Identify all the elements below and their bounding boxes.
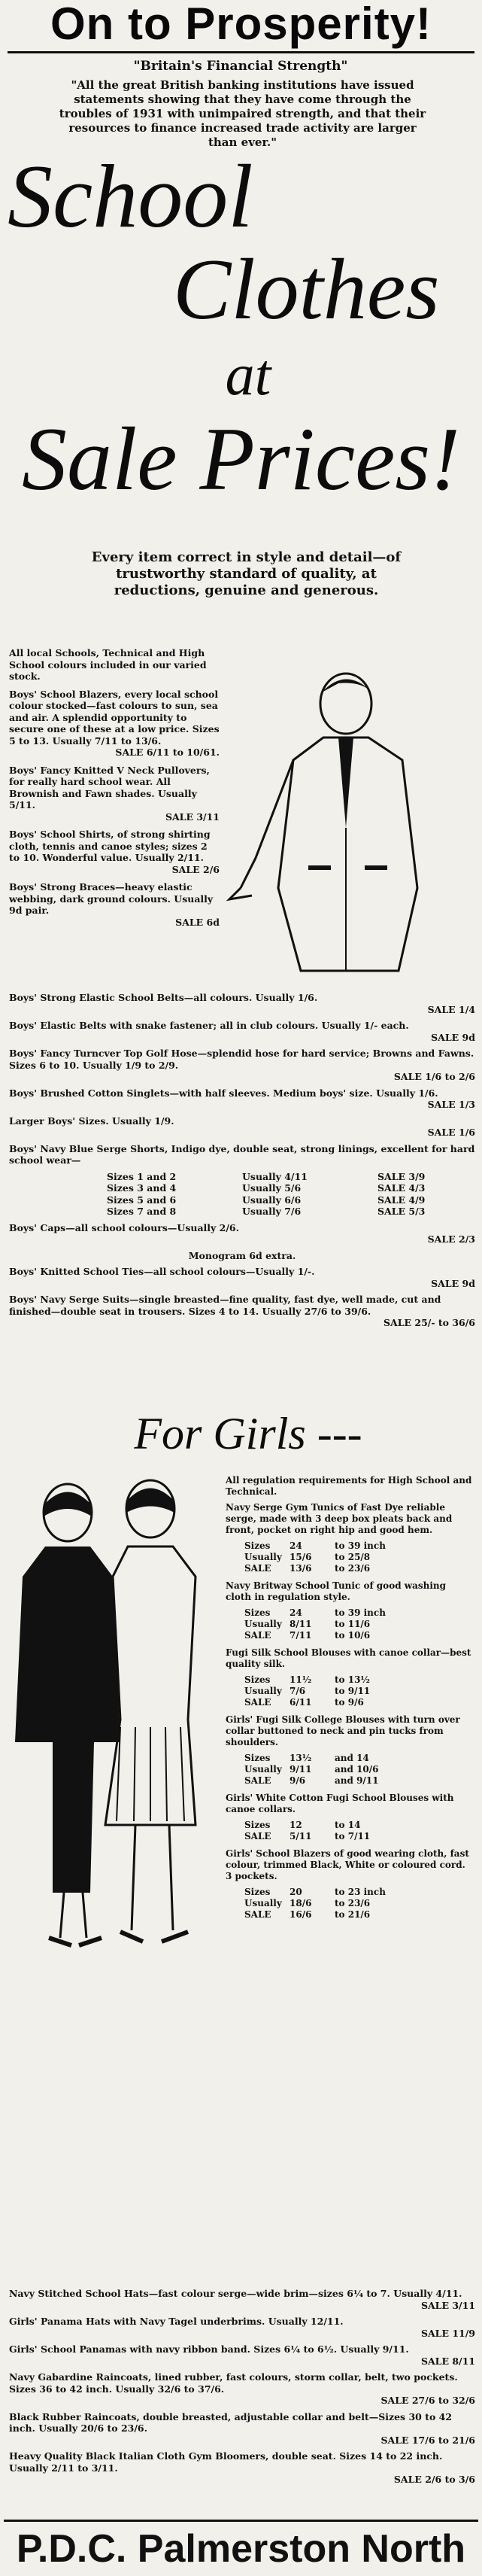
- size-row: SALE 6/11 to 9/6: [244, 1697, 364, 1708]
- boy-illustration: [226, 662, 466, 978]
- list-item: Black Rubber Raincoats, double breasted, adjustable collar and belt—Sizes 30 to 42 inch. Usually 20/6 to 23/6. SALE 17/6 to 21/6: [9, 2410, 475, 2446]
- size-row: SALE 16/6 to 21/6: [244, 1909, 371, 1920]
- size-row: Sizes 24 to 39 inch: [244, 1607, 386, 1618]
- quote-title: "Britain's Financial Strength": [133, 59, 348, 74]
- list-item: Boys' Knitted School Ties—all school colours—Usually 1/-. SALE 9d: [9, 1266, 475, 1289]
- list-item: Girls' Panama Hats with Navy Tagel underbrims. Usually 12/11. SALE 11/9: [9, 2316, 475, 2339]
- list-item: Girls' School Blazers of good wearing cloth, fast colour, trimmed Black, White or coloured cord. 3 pockets.: [226, 1848, 469, 1881]
- size-row: Sizes 3 and 4 Usually 5/6 SALE 4/3: [107, 1182, 426, 1194]
- size-row: SALE 13/6 to 23/6: [244, 1563, 371, 1574]
- list-item: Navy Stitched School Hats—fast colour serge—wide brim—sizes 6¼ to 7. Usually 4/11. SALE 3/11: [9, 2288, 475, 2311]
- size-row: SALE 7/11 to 10/6: [244, 1630, 371, 1641]
- list-item: Navy Gabardine Raincoats, lined rubber, fast colours, storm collar, belt, two pockets. Sizes 36 to 42 inch. Usually 32/6 to 37/6. SALE 27/6 to 32/6: [9, 2371, 475, 2406]
- size-row: Usually 18/6 to 23/6: [244, 1898, 371, 1908]
- list-item: Boys' School Shirts, of strong shirting cloth, tennis and canoe styles; sizes 2 to 10. Wonderful value. Usually 2/11. SALE 2/6: [9, 829, 220, 875]
- boys-left-column: [9, 647, 220, 934]
- size-row: Sizes 5 and 6 Usually 6/6 SALE 4/9: [107, 1194, 426, 1206]
- bottom-rule: [4, 2520, 478, 2522]
- hero-sale-prices: Sale Prices!: [21, 409, 461, 509]
- list-item: Boys' Strong Elastic School Belts—all colours. Usually 1/6. SALE 1/4: [9, 992, 475, 1015]
- intro-text: Every item correct in style and detail—of trustworthy standard of quality, at reductions, genuine and generous.: [91, 549, 402, 598]
- list-item: Navy Serge Gym Tunics of Fast Dye reliable serge, made with 3 deep box pleats back and front, pocket on right hip and good hem.: [226, 1502, 453, 1535]
- list-item: Boys' Navy Serge Suits—single breasted—fine quality, fast dye, well made, cut and finished—double seat in trousers. Sizes 4 to 14. Usually 27/6 to 39/6. SALE 25/- to 36/6: [9, 1294, 475, 1328]
- list-item: Heavy Quality Black Italian Cloth Gym Bloomers, double seat. Sizes 14 to 22 inch. Usually 2/11 to 3/11. SALE 2/6 to 3/6: [9, 2450, 475, 2485]
- list-item: All regulation requirements for High School and Technical.: [226, 1475, 472, 1497]
- list-item: Girls' Fugi Silk College Blouses with turn over collar buttoned to neck and pin tucks from shoulders.: [226, 1714, 460, 1747]
- list-item: Girls' White Cotton Fugi School Blouses with canoe collars.: [226, 1793, 454, 1814]
- size-row: Sizes 1 and 2 Usually 4/11 SALE 3/9: [107, 1170, 426, 1182]
- list-item: Monogram 6d extra.: [188, 1249, 296, 1261]
- size-row: Sizes 12 to 14: [244, 1820, 361, 1830]
- top-rule: [8, 51, 474, 53]
- hero-at: at: [225, 342, 271, 407]
- list-item: Girls' School Panamas with navy ribbon band. Sizes 6¼ to 6½. Usually 9/11. SALE 8/11: [9, 2343, 475, 2367]
- size-row: Sizes 7 and 8 Usually 7/6 SALE 5/3: [107, 1206, 426, 1217]
- list-item: Boys' Strong Braces—heavy elastic webbing, dark ground colours. Usually 9d pair. SALE 6d: [9, 881, 220, 928]
- list-item: Navy Britway School Tunic of good washing cloth in regulation style.: [226, 1580, 447, 1602]
- size-row: Usually 8/11 to 11/6: [244, 1619, 371, 1629]
- size-row: Usually 7/6 to 9/11: [244, 1686, 371, 1696]
- hero-clothes: Clothes: [173, 242, 440, 338]
- girls-column: [226, 1475, 474, 1921]
- size-row: Sizes 24 to 39 inch: [244, 1540, 386, 1551]
- list-item: Boys' Elastic Belts with snake fastener; all in club colours. Usually 1/- each. SALE 9d: [9, 1020, 475, 1043]
- size-row: Sizes 13½ and 14: [244, 1753, 369, 1763]
- list-item: Fugi Silk School Blouses with canoe collar—best quality silk.: [226, 1647, 471, 1669]
- list-item: Boys' School Blazers, every local school colour stocked—fast colours to sun, sea and air. A splendid opportunity to secure one of these at a low price. Sizes 5 to 13. Usually 7/11 to 13/6. SALE 6/11 to 10/61.: [9, 688, 220, 758]
- store-signature: P.D.C. Palmerston North: [16, 2527, 466, 2571]
- headline: On to Prosperity!: [50, 0, 432, 49]
- hero-school: School: [8, 146, 253, 246]
- list-item: Boys' Fancy Turncver Top Golf Hose—splendid hose for hard service; Browns and Fawns. Sizes 6 to 10. Usually 1/9 to 2/9. SALE 1/6 to 2/6: [9, 1048, 475, 1082]
- quote-body: "All the great British banking institutions have issued statements showing that they have come through the troubles of 1931 with unimpaired strength, and that their resources to finance increased trade activity are larger than ever.": [59, 78, 426, 149]
- size-row: Sizes 11½ to 13½: [244, 1674, 370, 1685]
- size-row: Usually 9/11 and 10/6: [244, 1764, 379, 1775]
- list-item: Boys' Caps—all school colours—Usually 2/6. SALE 2/3: [9, 1221, 475, 1245]
- list-item: Boys' Navy Blue Serge Shorts, Indigo dye, double seat, strong linings, excellent for hard school wear—: [9, 1142, 475, 1166]
- size-row: Sizes 20 to 23 inch: [244, 1887, 386, 1897]
- list-item: Larger Boys' Sizes. Usually 1/9. SALE 1/6: [9, 1115, 475, 1138]
- girls-illustration: [8, 1471, 222, 1953]
- girls-full-list: [9, 2288, 475, 2490]
- list-item: Boys' Brushed Cotton Singlets—with half sleeves. Medium boys' size. Usually 1/6. SALE 1/3: [9, 1087, 475, 1110]
- size-row: SALE 9/6 and 9/11: [244, 1775, 379, 1786]
- list-item: Boys' Fancy Knitted V Neck Pullovers, for really hard school wear. All Brownish and Fawn shades. Usually 5/11. SALE 3/11: [9, 764, 220, 823]
- size-row: Usually 15/6 to 25/8: [244, 1552, 371, 1562]
- boys-full-list: [9, 992, 475, 1334]
- size-row: SALE 5/11 to 7/11: [244, 1831, 371, 1842]
- for-girls-heading: For Girls ---: [134, 1409, 362, 1458]
- list-item: All local Schools, Technical and High School colours included in our varied stock.: [9, 647, 207, 682]
